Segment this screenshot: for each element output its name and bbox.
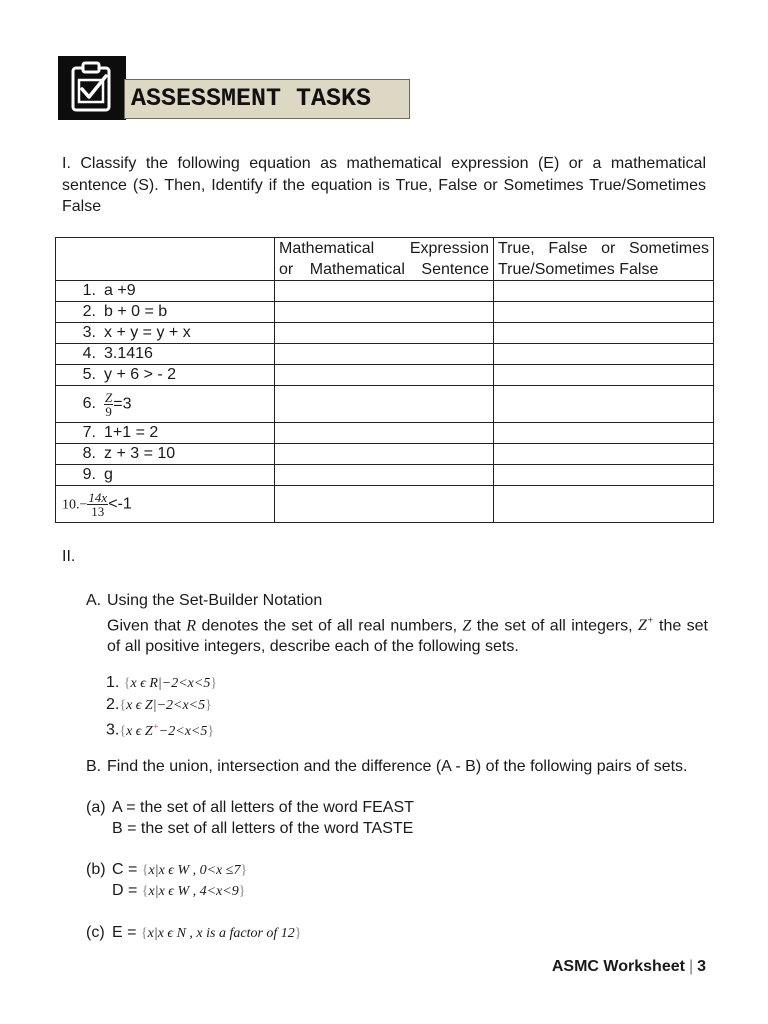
item-number: 10. — [62, 497, 80, 513]
part-b — [86, 756, 708, 777]
close-brace: } — [240, 863, 248, 878]
table-row — [56, 486, 714, 523]
table-row — [56, 423, 714, 444]
item-number: 2. — [82, 303, 96, 320]
part-b-a-line1: A = the set of all letters of the word FEAST — [112, 799, 414, 816]
answer-cell[interactable] — [275, 344, 494, 365]
part-a-description — [107, 611, 708, 657]
fraction-numerator: 14x — [88, 489, 108, 505]
symbol-r: R — [186, 617, 197, 635]
part-b-text: Find the union, intersection and the difference (A - B) of the following pairs of sets. — [107, 758, 688, 775]
open-brace: { — [141, 863, 149, 878]
item-expression: <-1 — [108, 495, 132, 513]
minus-sign: − — [79, 497, 88, 513]
item-expression: x + y = y + x — [104, 324, 191, 341]
part-b-c-row — [112, 859, 247, 881]
spell-check-mark: + — [152, 721, 159, 731]
fraction-denominator: 13 — [91, 503, 105, 519]
set-number: 3. — [106, 721, 120, 739]
open-brace: { — [123, 676, 131, 691]
fraction-denominator: 9 — [105, 403, 112, 419]
answer-cell[interactable] — [275, 465, 494, 486]
close-brace: } — [294, 926, 302, 941]
answer-cell[interactable] — [275, 486, 494, 523]
table-row — [56, 465, 714, 486]
answer-cell[interactable] — [275, 281, 494, 302]
part-a-title: Using the Set-Builder Notation — [107, 592, 323, 609]
item-expression: z + 3 = 10 — [104, 445, 176, 462]
open-brace: { — [141, 884, 149, 899]
clipboard-check-icon — [58, 56, 126, 120]
desc-text: the set of all positive integers, describe each of the following sets. — [107, 617, 708, 656]
close-brace: } — [238, 884, 246, 899]
item-number: 1. — [82, 282, 96, 299]
symbol-z-plus-base: Z — [637, 617, 647, 635]
set-c-expression: x|x ϵ W , 0<x ≤7 — [148, 863, 241, 878]
header-truth-line1: True, False or Sometimes — [498, 240, 709, 257]
answer-cell[interactable] — [494, 344, 714, 365]
answer-cell[interactable] — [494, 323, 714, 344]
item-expression: 3.1416 — [104, 345, 153, 362]
classification-table — [55, 237, 714, 523]
open-brace: { — [140, 926, 148, 941]
table-row — [56, 444, 714, 465]
list-item — [106, 716, 217, 742]
fraction-numerator: Z — [105, 389, 113, 405]
item-expression: =3 — [113, 395, 132, 413]
part-a-label: A. — [86, 592, 102, 609]
answer-cell[interactable] — [275, 365, 494, 386]
item-expression: 1+1 = 2 — [104, 424, 159, 441]
answer-cell[interactable] — [494, 302, 714, 323]
answer-cell[interactable] — [494, 423, 714, 444]
table-header-expression — [275, 238, 494, 281]
table-row — [56, 323, 714, 344]
answer-cell[interactable] — [275, 423, 494, 444]
item-number: 8. — [82, 445, 96, 462]
set-e-prefix: E = — [112, 924, 137, 941]
list-item — [106, 694, 217, 716]
set-expression: x ϵ R|−2<x<5 — [130, 676, 211, 691]
open-brace: { — [119, 723, 127, 739]
answer-cell[interactable] — [275, 444, 494, 465]
item-expression: g — [104, 466, 113, 483]
set-expression: x ϵ Z|−2<x<5 — [126, 698, 206, 713]
header-expression-line1: Mathematical Expression — [279, 240, 489, 257]
page-title: ASSESSMENT TASKS — [124, 79, 410, 119]
part-b-label: B. — [86, 758, 102, 775]
page-number: 3 — [697, 958, 706, 975]
answer-cell[interactable] — [275, 323, 494, 344]
page-footer — [552, 958, 706, 976]
item-number: 3. — [82, 324, 96, 341]
item-number: 4. — [82, 345, 96, 362]
set-c-prefix: C = — [112, 861, 138, 878]
part-b-e-row — [112, 922, 302, 944]
symbol-plus: + — [646, 616, 654, 627]
symbol-z-plus — [638, 617, 654, 634]
answer-cell[interactable] — [275, 302, 494, 323]
header-expression-line2: or Mathematical Sentence — [279, 261, 489, 278]
answer-cell[interactable] — [494, 365, 714, 386]
part-b-b-label: (b) — [86, 861, 106, 878]
item-number: 6. — [82, 395, 96, 413]
answer-cell[interactable] — [494, 386, 714, 423]
list-item — [106, 672, 217, 694]
table-header-truth — [494, 238, 714, 281]
item-expression: b + 0 = b — [104, 303, 168, 320]
answer-cell[interactable] — [494, 465, 714, 486]
answer-cell[interactable] — [494, 444, 714, 465]
set-d-expression: x|x ϵ W , 4<x<9 — [148, 884, 239, 899]
part-a — [86, 590, 708, 657]
footer-separator: | — [688, 958, 694, 975]
set-number: 2. — [106, 696, 120, 713]
part-b-a-line2: B = the set of all letters of the word TASTE — [112, 820, 414, 837]
instructions-text: I. Classify the following equation as mathematical expression (E) or a mathematical sentence (S). Then, Identify if the equation is True, False or Sometimes True/Sometimes False — [62, 155, 706, 215]
table-row — [56, 344, 714, 365]
set-list — [106, 672, 217, 742]
part-b-d-row — [112, 880, 245, 902]
footer-label: ASMC Worksheet — [551, 958, 685, 975]
header-truth-line2: True/Sometimes False — [498, 261, 659, 278]
answer-cell[interactable] — [494, 486, 714, 523]
answer-cell[interactable] — [494, 281, 714, 302]
symbol-z: Z — [462, 617, 472, 635]
part-b-c-label: (c) — [86, 924, 105, 941]
set-expression: x ϵ Z — [126, 723, 153, 739]
close-brace: } — [207, 723, 215, 739]
set-e-expression: x|x ϵ N , x is a factor of 12 — [147, 926, 295, 941]
item-expression: a +9 — [104, 282, 136, 299]
desc-text: the set of all integers, — [476, 617, 633, 635]
table-header-row — [56, 238, 714, 281]
item-number: 5. — [82, 366, 96, 383]
close-brace: } — [210, 676, 218, 691]
answer-cell[interactable] — [275, 386, 494, 423]
item-expression: y + 6 > - 2 — [104, 366, 177, 383]
table-row — [56, 281, 714, 302]
set-expression-rest: −2<x<5 — [158, 723, 208, 739]
section-heading: II. — [62, 548, 76, 565]
table-row — [56, 365, 714, 386]
fraction — [104, 391, 113, 418]
table-row — [56, 386, 714, 423]
fraction — [87, 491, 108, 518]
open-brace: { — [119, 698, 127, 713]
item-number: 7. — [82, 424, 96, 441]
set-number: 1. — [106, 674, 120, 691]
desc-text: Given that — [107, 617, 181, 635]
set-d-prefix: D = — [112, 882, 138, 899]
table-header-empty — [56, 238, 275, 281]
item-number: 9. — [82, 466, 96, 483]
part-b-a-label: (a) — [86, 799, 106, 816]
desc-text: denotes the set of all real numbers, — [201, 617, 458, 635]
close-brace: } — [205, 698, 212, 713]
table-row — [56, 302, 714, 323]
